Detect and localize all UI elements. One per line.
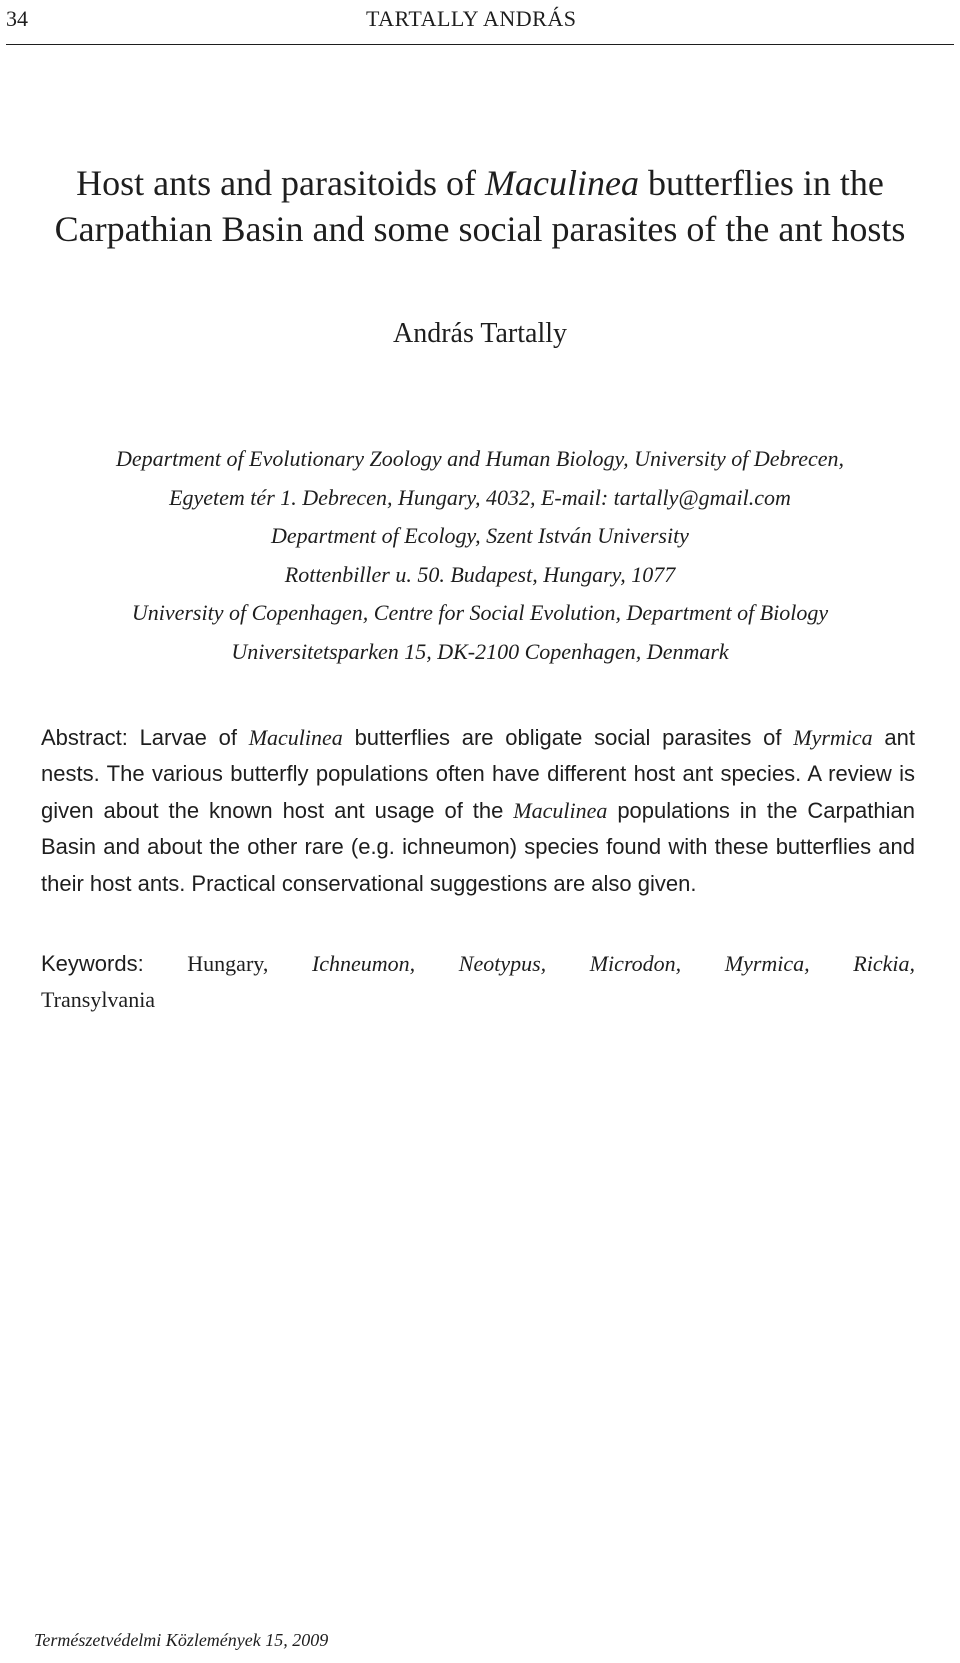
author-name: András Tartally [392, 318, 568, 349]
abstract: Abstract: Larvae of Maculinea butterflies are obligate social parasites of Myrmica ant nests. The various butterfly populations often have different host ant species. A review is given about the known host ant usage of the Maculinea populations in the Carpathian Basin and about the other rare (e.g. ichneumon) species found with these butterflies and their host ants. Practical conservational suggestions are also given. [41, 725, 916, 896]
affiliation-line: University of Copenhagen, Centre for Social Evolution, Department of Biology [131, 600, 829, 626]
keyword: Rickia, [853, 951, 915, 976]
affiliation-line: Department of Ecology, Szent István University [271, 523, 689, 549]
affiliation-line: Universitetsparken 15, DK-2100 Copenhagen, Denmark [231, 638, 729, 664]
affiliations [0, 440, 960, 672]
keywords-row [41, 946, 915, 982]
keyword: Ichneumon, [311, 951, 416, 976]
keywords-label: Keywords: [41, 951, 144, 976]
paper-title [0, 160, 960, 252]
running-head: TARTALLY ANDRÁS [366, 6, 577, 31]
abstract-label: Abstract: [41, 725, 128, 750]
keyword: Hungary, [187, 951, 269, 976]
keyword: Microdon, [589, 951, 682, 976]
keyword: Transylvania [41, 987, 156, 1013]
title-line-2: Carpathian Basin and some social parasites of the ant hosts [54, 209, 906, 249]
page-number: 34 [6, 6, 28, 31]
affiliation-line: Egyetem tér 1. Debrecen, Hungary, 4032, E-mail: tartally@gmail.com [169, 484, 791, 510]
keywords [41, 946, 915, 1019]
title-line-1: Host ants and parasitoids of Maculinea butterflies in the [76, 163, 884, 203]
running-header [6, 4, 954, 45]
journal-footer: Természetvédelmi Közlemények 15, 2009 [34, 1630, 329, 1650]
title-genus: Maculinea [485, 163, 639, 203]
keyword: Neotypus, [458, 951, 547, 976]
keyword: Myrmica, [724, 951, 810, 976]
affiliation-line: Department of Evolutionary Zoology and Human Biology, University of Debrecen, [115, 446, 845, 471]
affiliation-line: Rottenbiller u. 50. Budapest, Hungary, 1077 [284, 561, 676, 587]
